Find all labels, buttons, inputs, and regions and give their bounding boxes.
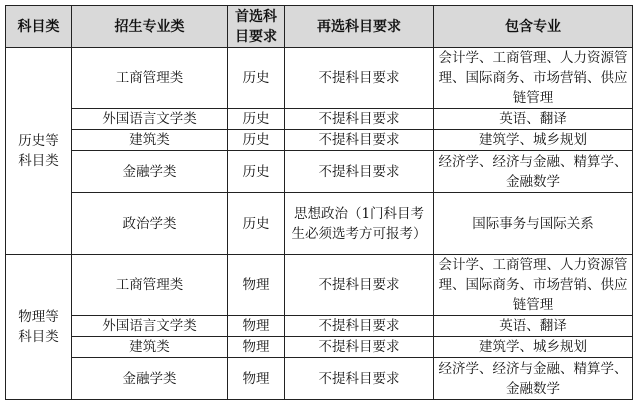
header-major-class: 招生专业类 bbox=[72, 6, 228, 48]
table-row bbox=[6, 193, 633, 255]
included-majors-cell: 会计学、工商管理、人力资源管理、国际商务、市场营销、供应链管理 bbox=[434, 255, 633, 316]
primary-subject-cell: 历史 bbox=[228, 130, 285, 151]
included-majors-cell: 经济学、经济与金融、精算学、金融数学 bbox=[434, 151, 633, 193]
table-row bbox=[6, 337, 633, 358]
header-row bbox=[6, 6, 633, 48]
secondary-subject-cell: 不提科目要求 bbox=[285, 337, 434, 358]
primary-subject-cell: 历史 bbox=[228, 193, 285, 255]
included-majors-cell: 国际事务与国际关系 bbox=[434, 193, 633, 255]
table-row bbox=[6, 109, 633, 130]
major-class-cell: 工商管理类 bbox=[72, 255, 228, 316]
header-primary-subject: 首选科目要求 bbox=[228, 6, 285, 48]
category-cell-history: 历史等科目类 bbox=[6, 48, 72, 255]
primary-subject-cell: 历史 bbox=[228, 151, 285, 193]
primary-subject-cell: 物理 bbox=[228, 358, 285, 400]
major-class-cell: 金融学类 bbox=[72, 358, 228, 400]
major-class-cell: 建筑类 bbox=[72, 130, 228, 151]
table-row bbox=[6, 358, 633, 400]
major-class-cell: 外国语言文学类 bbox=[72, 109, 228, 130]
table-row bbox=[6, 255, 633, 316]
major-class-cell: 工商管理类 bbox=[72, 48, 228, 109]
secondary-subject-cell: 不提科目要求 bbox=[285, 316, 434, 337]
table-row bbox=[6, 151, 633, 193]
secondary-subject-cell: 不提科目要求 bbox=[285, 48, 434, 109]
major-class-cell: 建筑类 bbox=[72, 337, 228, 358]
major-class-cell: 外国语言文学类 bbox=[72, 316, 228, 337]
table-row bbox=[6, 316, 633, 337]
table-row bbox=[6, 48, 633, 109]
secondary-subject-cell: 不提科目要求 bbox=[285, 358, 434, 400]
secondary-subject-cell: 不提科目要求 bbox=[285, 130, 434, 151]
header-secondary-subject: 再选科目要求 bbox=[285, 6, 434, 48]
primary-subject-cell: 物理 bbox=[228, 337, 285, 358]
primary-subject-cell: 历史 bbox=[228, 109, 285, 130]
table-row bbox=[6, 130, 633, 151]
primary-subject-cell: 物理 bbox=[228, 316, 285, 337]
included-majors-cell: 英语、翻译 bbox=[434, 316, 633, 337]
primary-subject-cell: 物理 bbox=[228, 255, 285, 316]
major-class-cell: 政治学类 bbox=[72, 193, 228, 255]
included-majors-cell: 英语、翻译 bbox=[434, 109, 633, 130]
included-majors-cell: 会计学、工商管理、人力资源管理、国际商务、市场营销、供应链管理 bbox=[434, 48, 633, 109]
included-majors-cell: 建筑学、城乡规划 bbox=[434, 337, 633, 358]
secondary-subject-cell: 不提科目要求 bbox=[285, 109, 434, 130]
included-majors-cell: 经济学、经济与金融、精算学、金融数学 bbox=[434, 358, 633, 400]
included-majors-cell: 建筑学、城乡规划 bbox=[434, 130, 633, 151]
header-category: 科目类 bbox=[6, 6, 72, 48]
category-cell-physics: 物理等科目类 bbox=[6, 255, 72, 400]
primary-subject-cell: 历史 bbox=[228, 48, 285, 109]
subject-requirements-table bbox=[5, 5, 633, 400]
major-class-cell: 金融学类 bbox=[72, 151, 228, 193]
secondary-subject-cell: 思想政治（1门科目考生必须选考方可报考） bbox=[285, 193, 434, 255]
header-included-majors: 包含专业 bbox=[434, 6, 633, 48]
secondary-subject-cell: 不提科目要求 bbox=[285, 151, 434, 193]
secondary-subject-cell: 不提科目要求 bbox=[285, 255, 434, 316]
